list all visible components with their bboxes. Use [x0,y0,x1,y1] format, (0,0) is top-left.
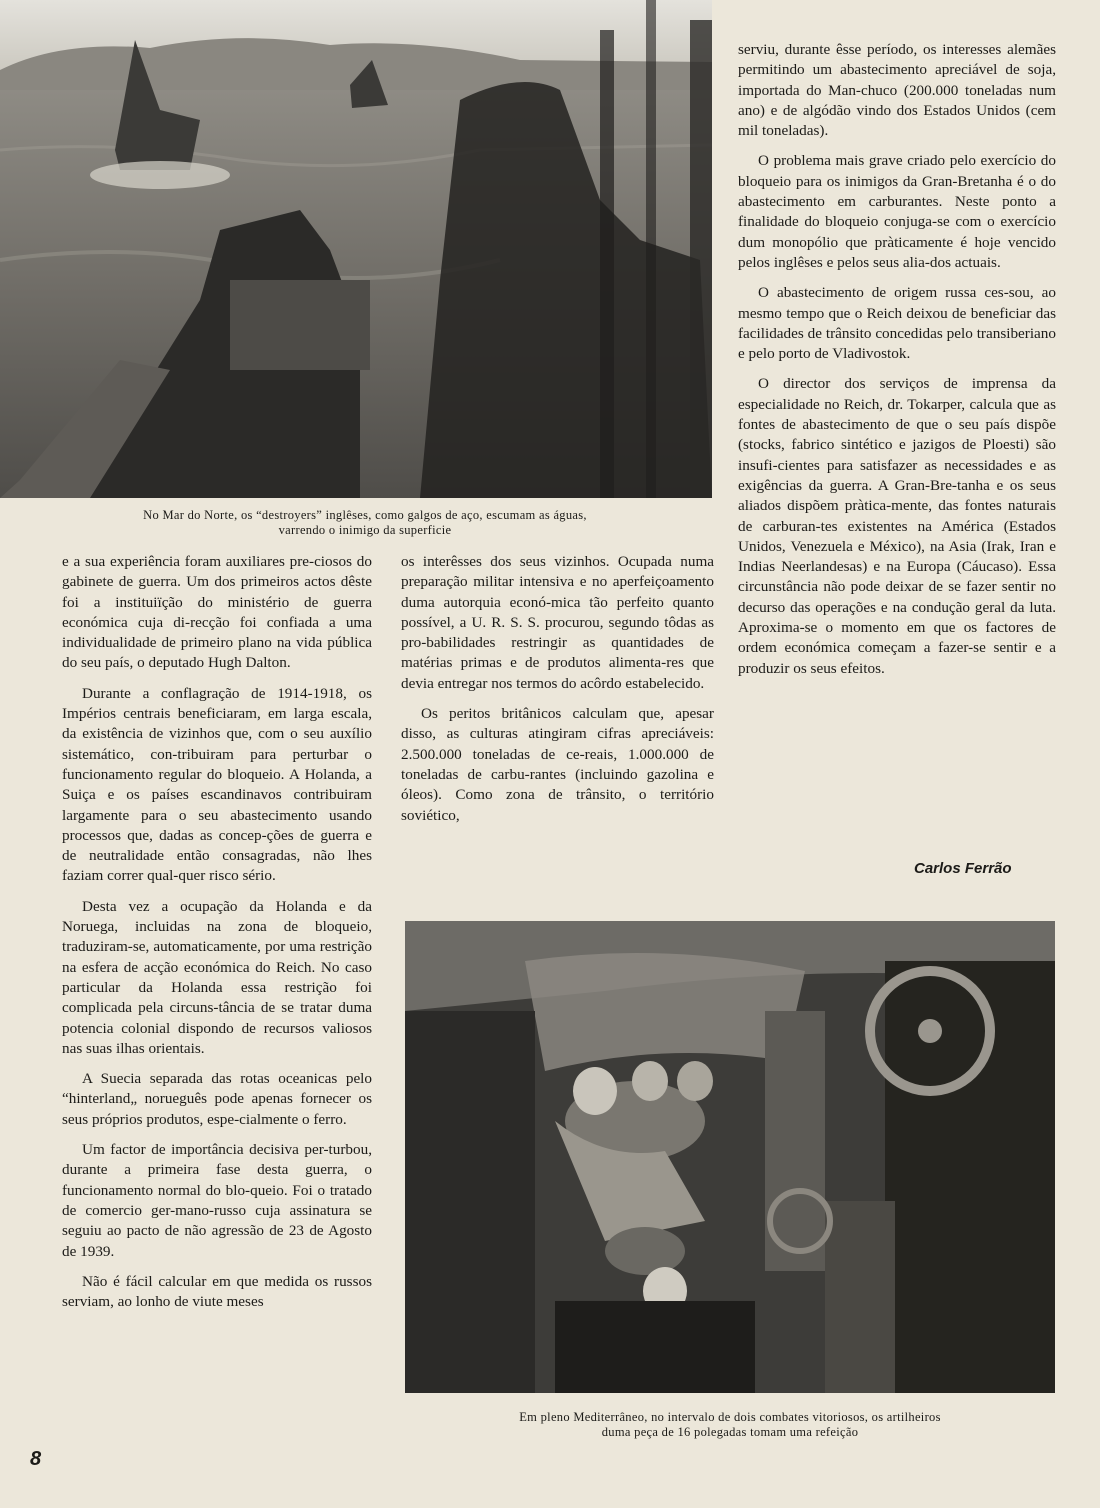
top-photo-caption-line1: No Mar do Norte, os “destroyers” inglêses, como galgos de aço, escumam as águas, [143,508,587,522]
left-paragraph-5: Um factor de importância decisiva per-turbou, durante a primeira fase desta guerra, o funcionamento normal do blo-queio. Foi o tratado de comercio ger-mano-russo cuja assinatura se seguiu ao pacto de não agressão de 23 de Agosto de 1939. [62,1141,372,1260]
left-paragraph-6: Não é fácil calcular em que medida os russos serviam, ao lonho de viute meses [62,1272,372,1311]
right-paragraph-2: O problema mais grave criado pelo exercício do bloqueio para os inimigos da Gran-Bretanha é o do abastecimento em carburantes. Neste ponto a finalidade do bloqueio conjuga-se com o exercício dum monopólio que pràticamente é hoje vencido pelos inglêses e pelos seus alia-dos actuais. [738,152,1056,271]
left-paragraph-4: A Suecia separada das rotas oceanicas pelo “hinterland„ norueguês pode apenas fornecer os seus próprios produtos, espe-cialmente o ferro. [62,1070,372,1128]
right-paragraph-1: serviu, durante êsse período, os interesses alemães permitindo um abastecimento apreciável de soja, importada do Man-chuco (200.000 toneladas num ano) e de algódão vindo dos Estados Unidos (cem mil toneladas). [738,41,1056,140]
article-column-right [738,40,1056,689]
top-photo-caption-line2: varrendo o inimigo da superficie [278,523,452,537]
destroyers-photo-graphic [0,0,712,498]
left-paragraph-2: Durante a conflagração de 1914-1918, os Impérios centrais beneficiaram, em larga escala, da existência de vizinhos que, com o seu auxílio sistemático, con-tribuiram para perturbar o funcionamento regular do bloqueio. A Holanda, a Suiça e os países escandinavos contribuiram largamente para o seu abastecimento usando processos que, dadas as concep-ções de guerra e de neutralidade então consagradas, não lhes faziam correr qual-quer risco sério. [62,684,372,885]
article-column-middle [401,552,714,836]
author-signature: Carlos Ferrão [914,860,1012,877]
article-column-left [62,552,372,1322]
gun-crew-meal-photo [405,921,1055,1393]
bottom-photo-caption [405,1410,1055,1440]
right-paragraph-4: O director dos serviços de imprensa da especialidade no Reich, dr. Tokarper, calcula que as fontes de abastecimento de que o seu país dispõe (stocks, fabrico sintético e jazigos de Ploesti) são insufi-cientes para satisfazer as necessidades e as exigências da guerra. A Gran-Bre-tanha e os seus aliados dispõem pràtica-mente, das fontes naturais de carburan-tes existentes na América (Estados Unidos, Venezuela e México), na Asia (Irak, Iran e Indias Neerlandesas) e na Europa (Cáucaso). Essa circunstância não pode deixar de se fazer sentir no decurso das operações e na condução geral da luta. Aproxima-se o momento em que os factores de ordem económica começam a fazer-se sentir e a produzir os seus efeitos. [738,375,1056,677]
left-paragraph-1: e a sua experiência foram auxiliares pre-ciosos do gabinete de guerra. Um dos primeiros actos dêste foi a instituiïção do ministério de guerra económica cuja di-recção foi confiada a uma individualidade de primeiro plano na vida pública do seu país, o deputado Hugh Dalton. [62,553,372,672]
right-paragraph-3: O abastecimento de origem russa ces-sou, ao mesmo tempo que o Reich deixou de beneficiar das facilidades de trânsito concedidas pelo transiberiano e pelo porto de Vladivostok. [738,284,1056,363]
bottom-photo-caption-line1: Em pleno Mediterrâneo, no intervalo de dois combates vitoriosos, os artilheiros [519,1410,941,1424]
middle-paragraph-1: os interêsses dos seus vizinhos. Ocupada numa preparação militar intensiva e no aperfeiçoamento duma autorquia econó-mica tão perfeito quanto possível, a U. R. S. S. procurou, segundo tôdas as pro-babilidades restringir as quantidades de matérias primas e de produtos alimenta-res que devia entregar nos termos do acôrdo estabelecido. [401,553,714,692]
destroyers-at-sea-photo [0,0,712,498]
left-paragraph-3: Desta vez a ocupação da Holanda e da Noruega, incluidas na zona de bloqueio, traduziram-se, automaticamente, por uma restrição na esfera de acção económica do Reich. No caso particular da Holanda essa restrição foi complicada pela circuns-tância de se tratar duma potencia colonial dispondo de recursos valiosos nas suas ilhas orientais. [62,897,372,1057]
page-number: 8 [30,1448,42,1470]
gun-crew-photo-graphic [405,921,1055,1393]
bottom-photo-caption-line2: duma peça de 16 polegadas tomam uma refeição [601,1425,859,1439]
middle-paragraph-2: Os peritos britânicos calculam que, apesar disso, as culturas atingiram cifras apreciáveis: 2.500.000 toneladas de ce-reais, 1.000.000 de toneladas de carbu-rantes (incluindo gazolina e óleos). Como zona de trânsito, o território soviético, [401,705,714,824]
top-photo-caption [40,508,690,538]
